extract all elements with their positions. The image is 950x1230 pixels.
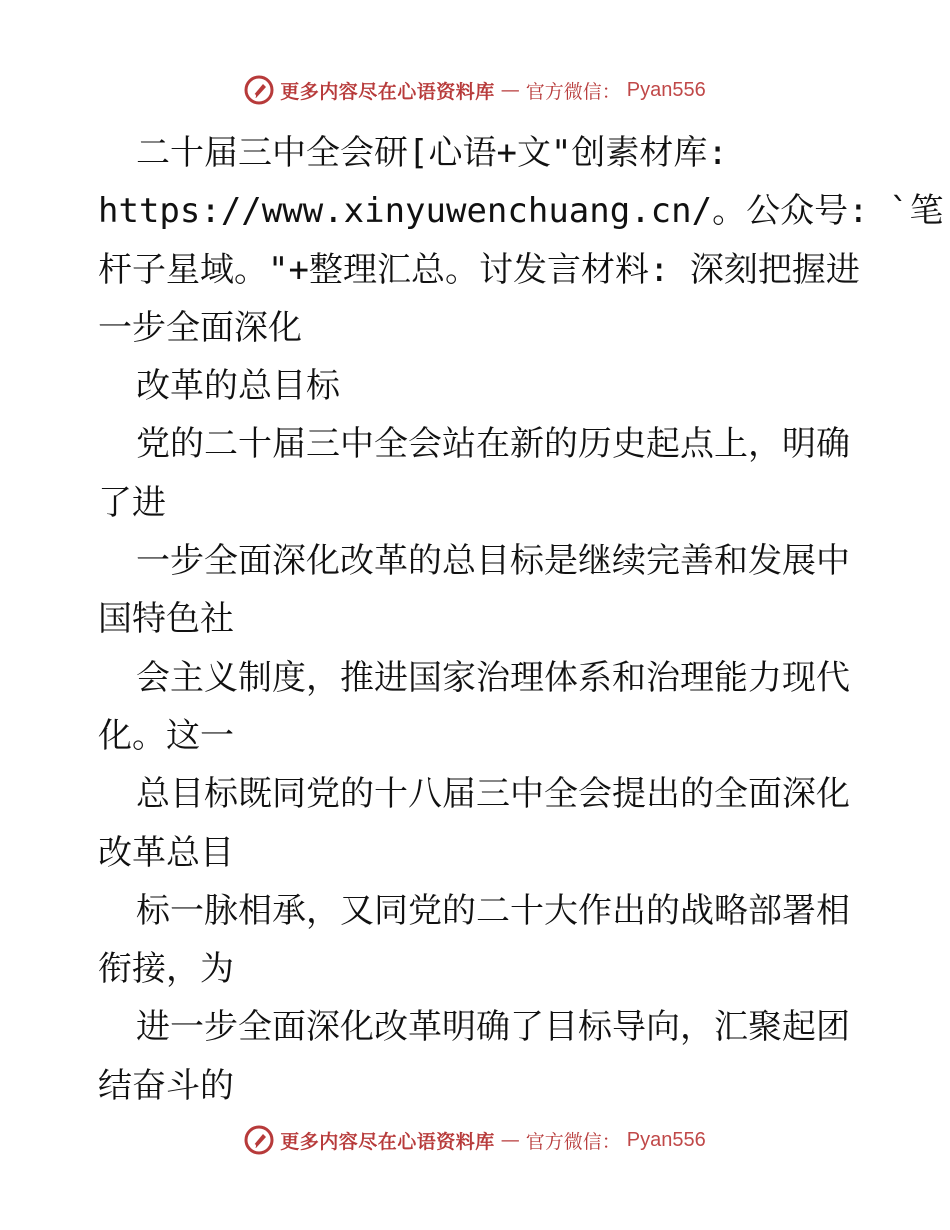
header-banner: [0, 70, 950, 110]
text-line: 杆子星域。"+整理汇总。讨发言材料: 深刻把握进: [98, 249, 860, 290]
text-line: 总目标既同党的十八届三中全会提出的全面深化: [136, 774, 850, 815]
text-line: https://www.xinyuwenchuang.cn/。公众号: `笔: [98, 191, 944, 232]
text-line: 进一步全面深化改革明确了目标导向，汇聚起团: [136, 1007, 850, 1048]
text-line: 化。这一: [98, 715, 234, 756]
banner-wechat-label: 官方微信：: [525, 80, 621, 103]
text-line: 改革的总目标: [136, 366, 340, 407]
text-line: 结奋斗的: [98, 1065, 234, 1106]
text-line: 二十届三中全会研[心语+文"创素材库:: [136, 133, 728, 173]
banner-separator: —: [500, 1129, 520, 1151]
document-body: [98, 124, 944, 1115]
banner-wechat-id: Pyan556: [626, 1128, 706, 1151]
text-line: 改革总目: [98, 832, 234, 873]
text-line: 会主义制度，推进国家治理体系和治理能力现代: [136, 657, 850, 698]
pen-logo-icon: [244, 1125, 274, 1155]
banner-site-name: 更多内容尽在心语资料库: [280, 1130, 495, 1153]
footer-banner: [0, 1120, 950, 1160]
banner-site-name: 更多内容尽在心语资料库: [280, 80, 495, 103]
banner-wechat-id: Pyan556: [626, 78, 706, 101]
text-line: 一步全面深化: [98, 307, 302, 348]
text-line: 国特色社: [98, 599, 234, 640]
text-line: 衔接，为: [98, 949, 234, 990]
text-line: 了进: [98, 482, 166, 523]
banner-separator: —: [500, 79, 520, 101]
text-line: 一步全面深化改革的总目标是继续完善和发展中: [136, 541, 850, 582]
text-line: 标一脉相承，又同党的二十大作出的战略部署相: [136, 890, 850, 931]
text-line: 党的二十届三中全会站在新的历史起点上，明确: [136, 424, 850, 465]
banner-wechat-label: 官方微信：: [525, 1130, 621, 1153]
pen-logo-icon: [244, 75, 274, 105]
